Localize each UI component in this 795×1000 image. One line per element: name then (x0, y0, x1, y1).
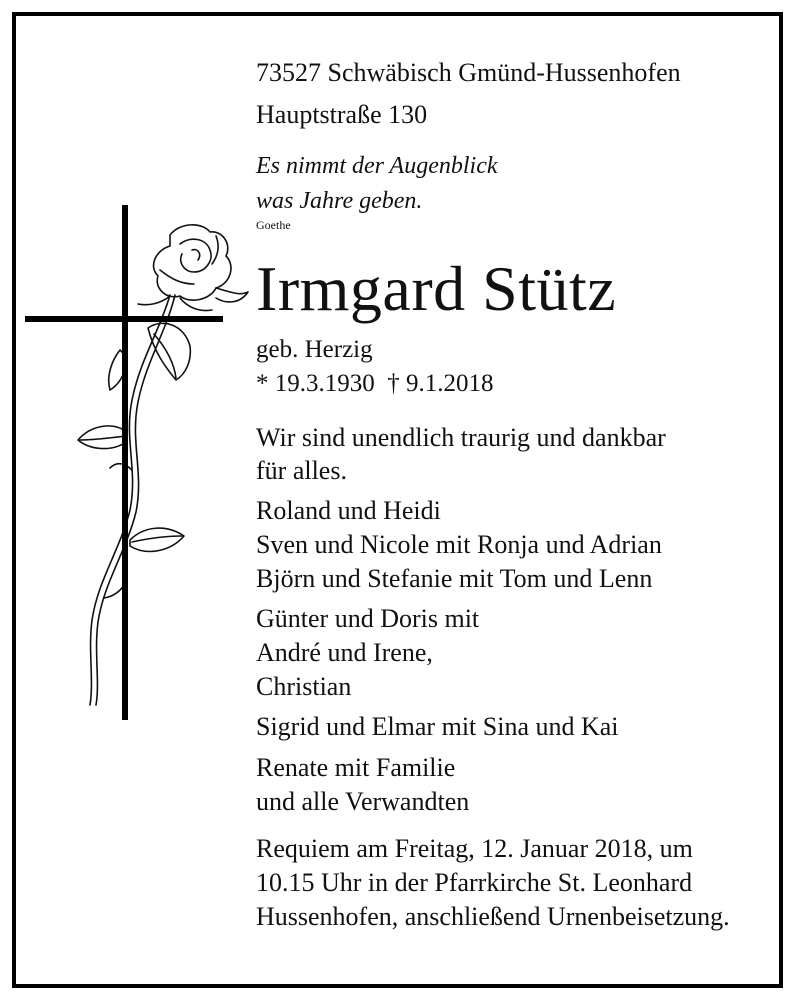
mourner-line: und alle Verwandten (256, 787, 470, 816)
mourner-line: André und Irene, (256, 638, 433, 667)
deceased-name: Irmgard Stütz (256, 253, 617, 324)
service-line-1: Requiem am Freitag, 12. Januar 2018, um (256, 834, 693, 863)
rose-icon (78, 225, 248, 705)
cross-rose-illustration (20, 200, 260, 730)
service-line-3: Hussenhofen, anschließend Urnenbeisetzung. (256, 902, 730, 931)
service-line-2: 10.15 Uhr in der Pfarrkirche St. Leonhard (256, 868, 693, 897)
mourner-line: Björn und Stefanie mit Tom und Lenn (256, 564, 653, 593)
mourner-line: Christian (256, 672, 352, 701)
quote-line-2: was Jahre geben. (256, 188, 423, 214)
message-line-1: Wir sind unendlich traurig und dankbar (256, 423, 666, 452)
mourner-line: Sven und Nicole mit Ronja und Adrian (256, 530, 662, 559)
mourner-line: Sigrid und Elmar mit Sina und Kai (256, 712, 619, 741)
address-street: Hauptstraße 130 (256, 100, 428, 129)
mourner-line: Günter und Doris mit (256, 604, 480, 633)
quote-line-1: Es nimmt der Augenblick (256, 153, 498, 179)
message-line-2: für alles. (256, 456, 347, 485)
mourner-line: Renate mit Familie (256, 753, 456, 782)
cross-horizontal-bar (25, 316, 223, 322)
birth-name: geb. Herzig (256, 336, 373, 363)
cross-vertical-bar (122, 205, 128, 720)
quote-author: Goethe (256, 218, 291, 232)
mourner-line: Roland und Heidi (256, 496, 441, 525)
life-dates: * 19.3.1930 † 9.1.2018 (256, 370, 494, 397)
address-city: 73527 Schwäbisch Gmünd-Hussenhofen (256, 58, 681, 87)
